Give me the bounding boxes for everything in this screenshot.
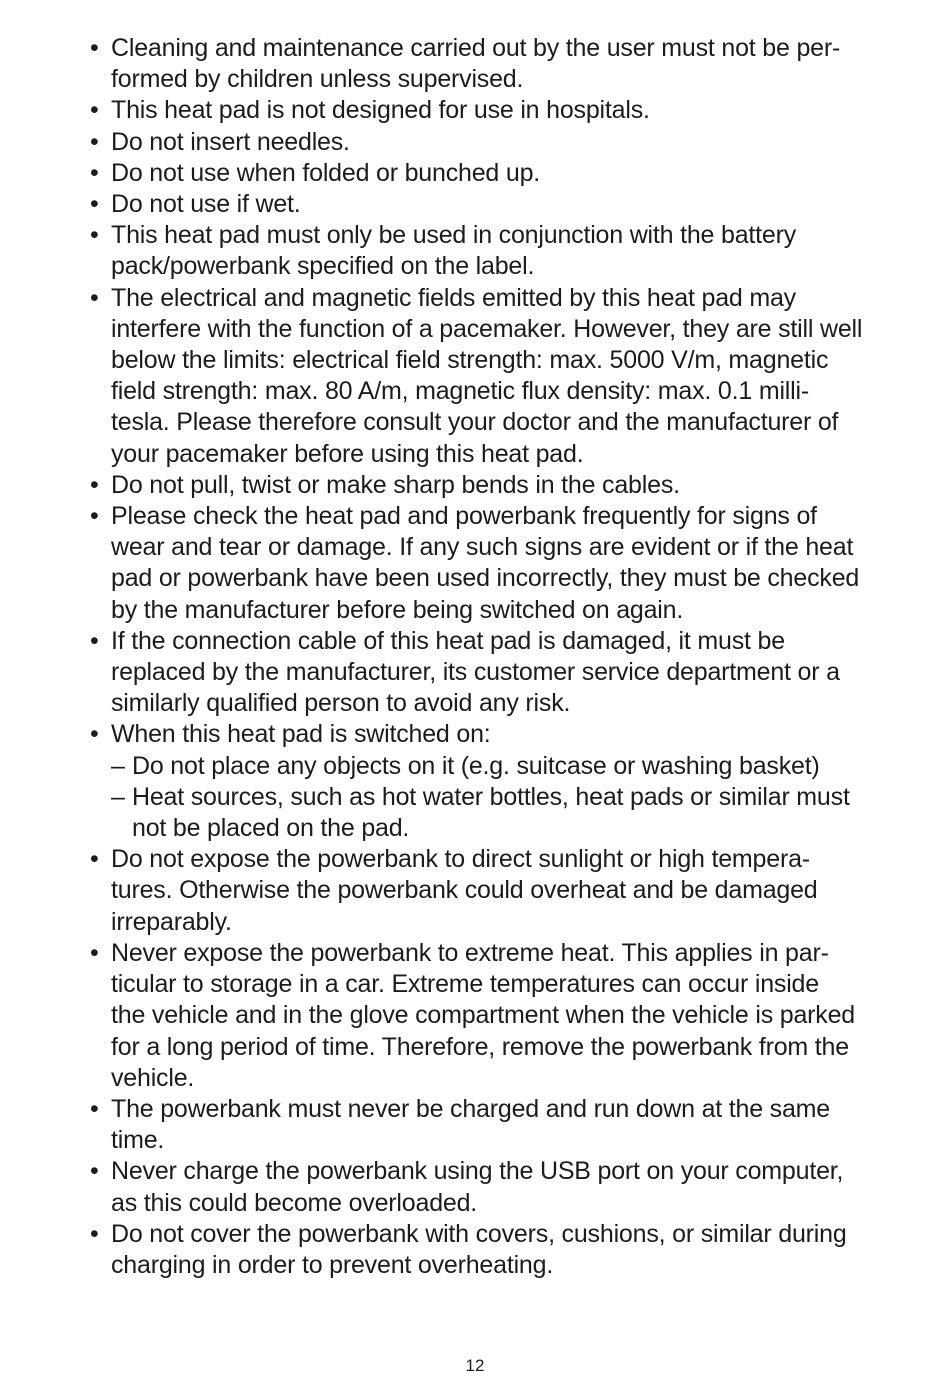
safety-item (90, 1094, 920, 1156)
safety-item (90, 220, 920, 282)
safety-item (90, 626, 920, 720)
safety-item-line: The powerbank must never be charged and run down at the same (111, 1094, 830, 1123)
safety-item-line: Do not use if wet. (111, 190, 301, 219)
sub-list (111, 751, 920, 845)
safety-item-line: interfere with the function of a pacemaker. However, they are still well (111, 314, 863, 343)
safety-item-line: irreparably. (111, 907, 232, 936)
safety-item-line: Do not cover the powerbank with covers, cushions, or similar during (111, 1219, 847, 1248)
safety-item (90, 127, 920, 158)
safety-item-line: When this heat pad is switched on: (111, 720, 491, 749)
bullet-icon: • (90, 1219, 99, 1248)
safety-item (90, 1219, 920, 1281)
safety-item-line: Do not pull, twist or make sharp bends in the cables. (111, 470, 680, 499)
bullet-icon: • (90, 1157, 99, 1186)
safety-item-line: This heat pad is not designed for use in hospitals. (111, 96, 650, 125)
safety-item-line: charging in order to prevent overheating. (111, 1250, 554, 1279)
safety-item-line: Do not insert needles. (111, 127, 350, 156)
dash-icon: – (111, 782, 125, 811)
bullet-icon: • (90, 221, 99, 250)
safety-item (90, 719, 920, 844)
bullet-icon: • (90, 283, 99, 312)
bullet-icon: • (90, 96, 99, 125)
safety-item (90, 938, 920, 1094)
safety-item (90, 283, 920, 470)
sub-item (111, 751, 920, 782)
safety-item-line: wear and tear or damage. If any such signs are evident or if the heat (111, 533, 854, 562)
safety-item (90, 501, 920, 626)
safety-item-line: field strength: max. 80 A/m, magnetic flux density: max. 0.1 milli- (111, 377, 809, 406)
safety-item (90, 844, 920, 938)
sub-item-line: not be placed on the pad. (132, 814, 410, 843)
safety-item-line: time. (111, 1126, 165, 1155)
sub-item (111, 782, 920, 844)
safety-item (90, 189, 920, 220)
safety-item-line: your pacemaker before using this heat pad. (111, 439, 584, 468)
bullet-icon: • (90, 626, 99, 655)
safety-item-line: This heat pad must only be used in conjunction with the battery (111, 221, 797, 250)
safety-item-line: ticular to storage in a car. Extreme temperatures can occur inside (111, 970, 819, 999)
bullet-icon: • (90, 502, 99, 531)
bullet-icon: • (90, 720, 99, 749)
bullet-icon: • (90, 34, 99, 62)
safety-item-line: Cleaning and maintenance carried out by the user must not be per- (111, 34, 841, 62)
safety-item-line: Do not use when folded or bunched up. (111, 158, 541, 187)
safety-item (90, 470, 920, 501)
safety-item-line: tesla. Please therefore consult your doctor and the manufacturer of (111, 408, 839, 437)
safety-item-line: If the connection cable of this heat pad is damaged, it must be (111, 626, 785, 655)
safety-item-line: as this could become overloaded. (111, 1188, 478, 1217)
safety-item (90, 33, 920, 95)
sub-item-line: Do not place any objects on it (e.g. suitcase or washing basket) (132, 751, 820, 780)
safety-item-line: Do not expose the powerbank to direct sunlight or high tempera- (111, 845, 810, 874)
safety-item-line: for a long period of time. Therefore, remove the powerbank from the (111, 1032, 849, 1061)
safety-item (90, 1156, 920, 1218)
bullet-icon: • (90, 158, 99, 187)
bullet-icon: • (90, 470, 99, 499)
bullet-icon: • (90, 845, 99, 874)
safety-item-line: Never expose the powerbank to extreme heat. This applies in par- (111, 938, 829, 967)
safety-item-line: replaced by the manufacturer, its customer service department or a (111, 658, 840, 687)
safety-item-line: The electrical and magnetic fields emitted by this heat pad may (111, 283, 796, 312)
bullet-icon: • (90, 938, 99, 967)
safety-item-line: Please check the heat pad and powerbank frequently for signs of (111, 502, 817, 531)
bullet-icon: • (90, 190, 99, 219)
safety-item-line: formed by children unless supervised. (111, 65, 524, 94)
sub-item-line: Heat sources, such as hot water bottles, heat pads or similar must (132, 782, 850, 811)
safety-item-line: pack/powerbank specified on the label. (111, 252, 535, 281)
safety-item-line: tures. Otherwise the powerbank could overheat and be damaged (111, 876, 818, 905)
safety-item-line: Never charge the powerbank using the USB port on your computer, (111, 1157, 844, 1186)
safety-item (90, 95, 920, 126)
safety-item-line: by the manufacturer before being switched on again. (111, 595, 684, 624)
safety-item-line: below the limits: electrical field strength: max. 5000 V/m, magnetic (111, 346, 829, 375)
safety-item-line: the vehicle and in the glove compartment when the vehicle is parked (111, 1001, 855, 1030)
page-number: 12 (465, 1356, 485, 1375)
dash-icon: – (111, 751, 125, 780)
safety-instructions (90, 33, 920, 1281)
safety-item-line: similarly qualified person to avoid any risk. (111, 689, 571, 718)
safety-item-line: pad or powerbank have been used incorrectly, they must be checked (111, 564, 860, 593)
safety-item (90, 158, 920, 189)
bullet-icon: • (90, 1094, 99, 1123)
safety-bullet-list (90, 33, 920, 1281)
bullet-icon: • (90, 127, 99, 156)
safety-item-line: vehicle. (111, 1063, 195, 1092)
